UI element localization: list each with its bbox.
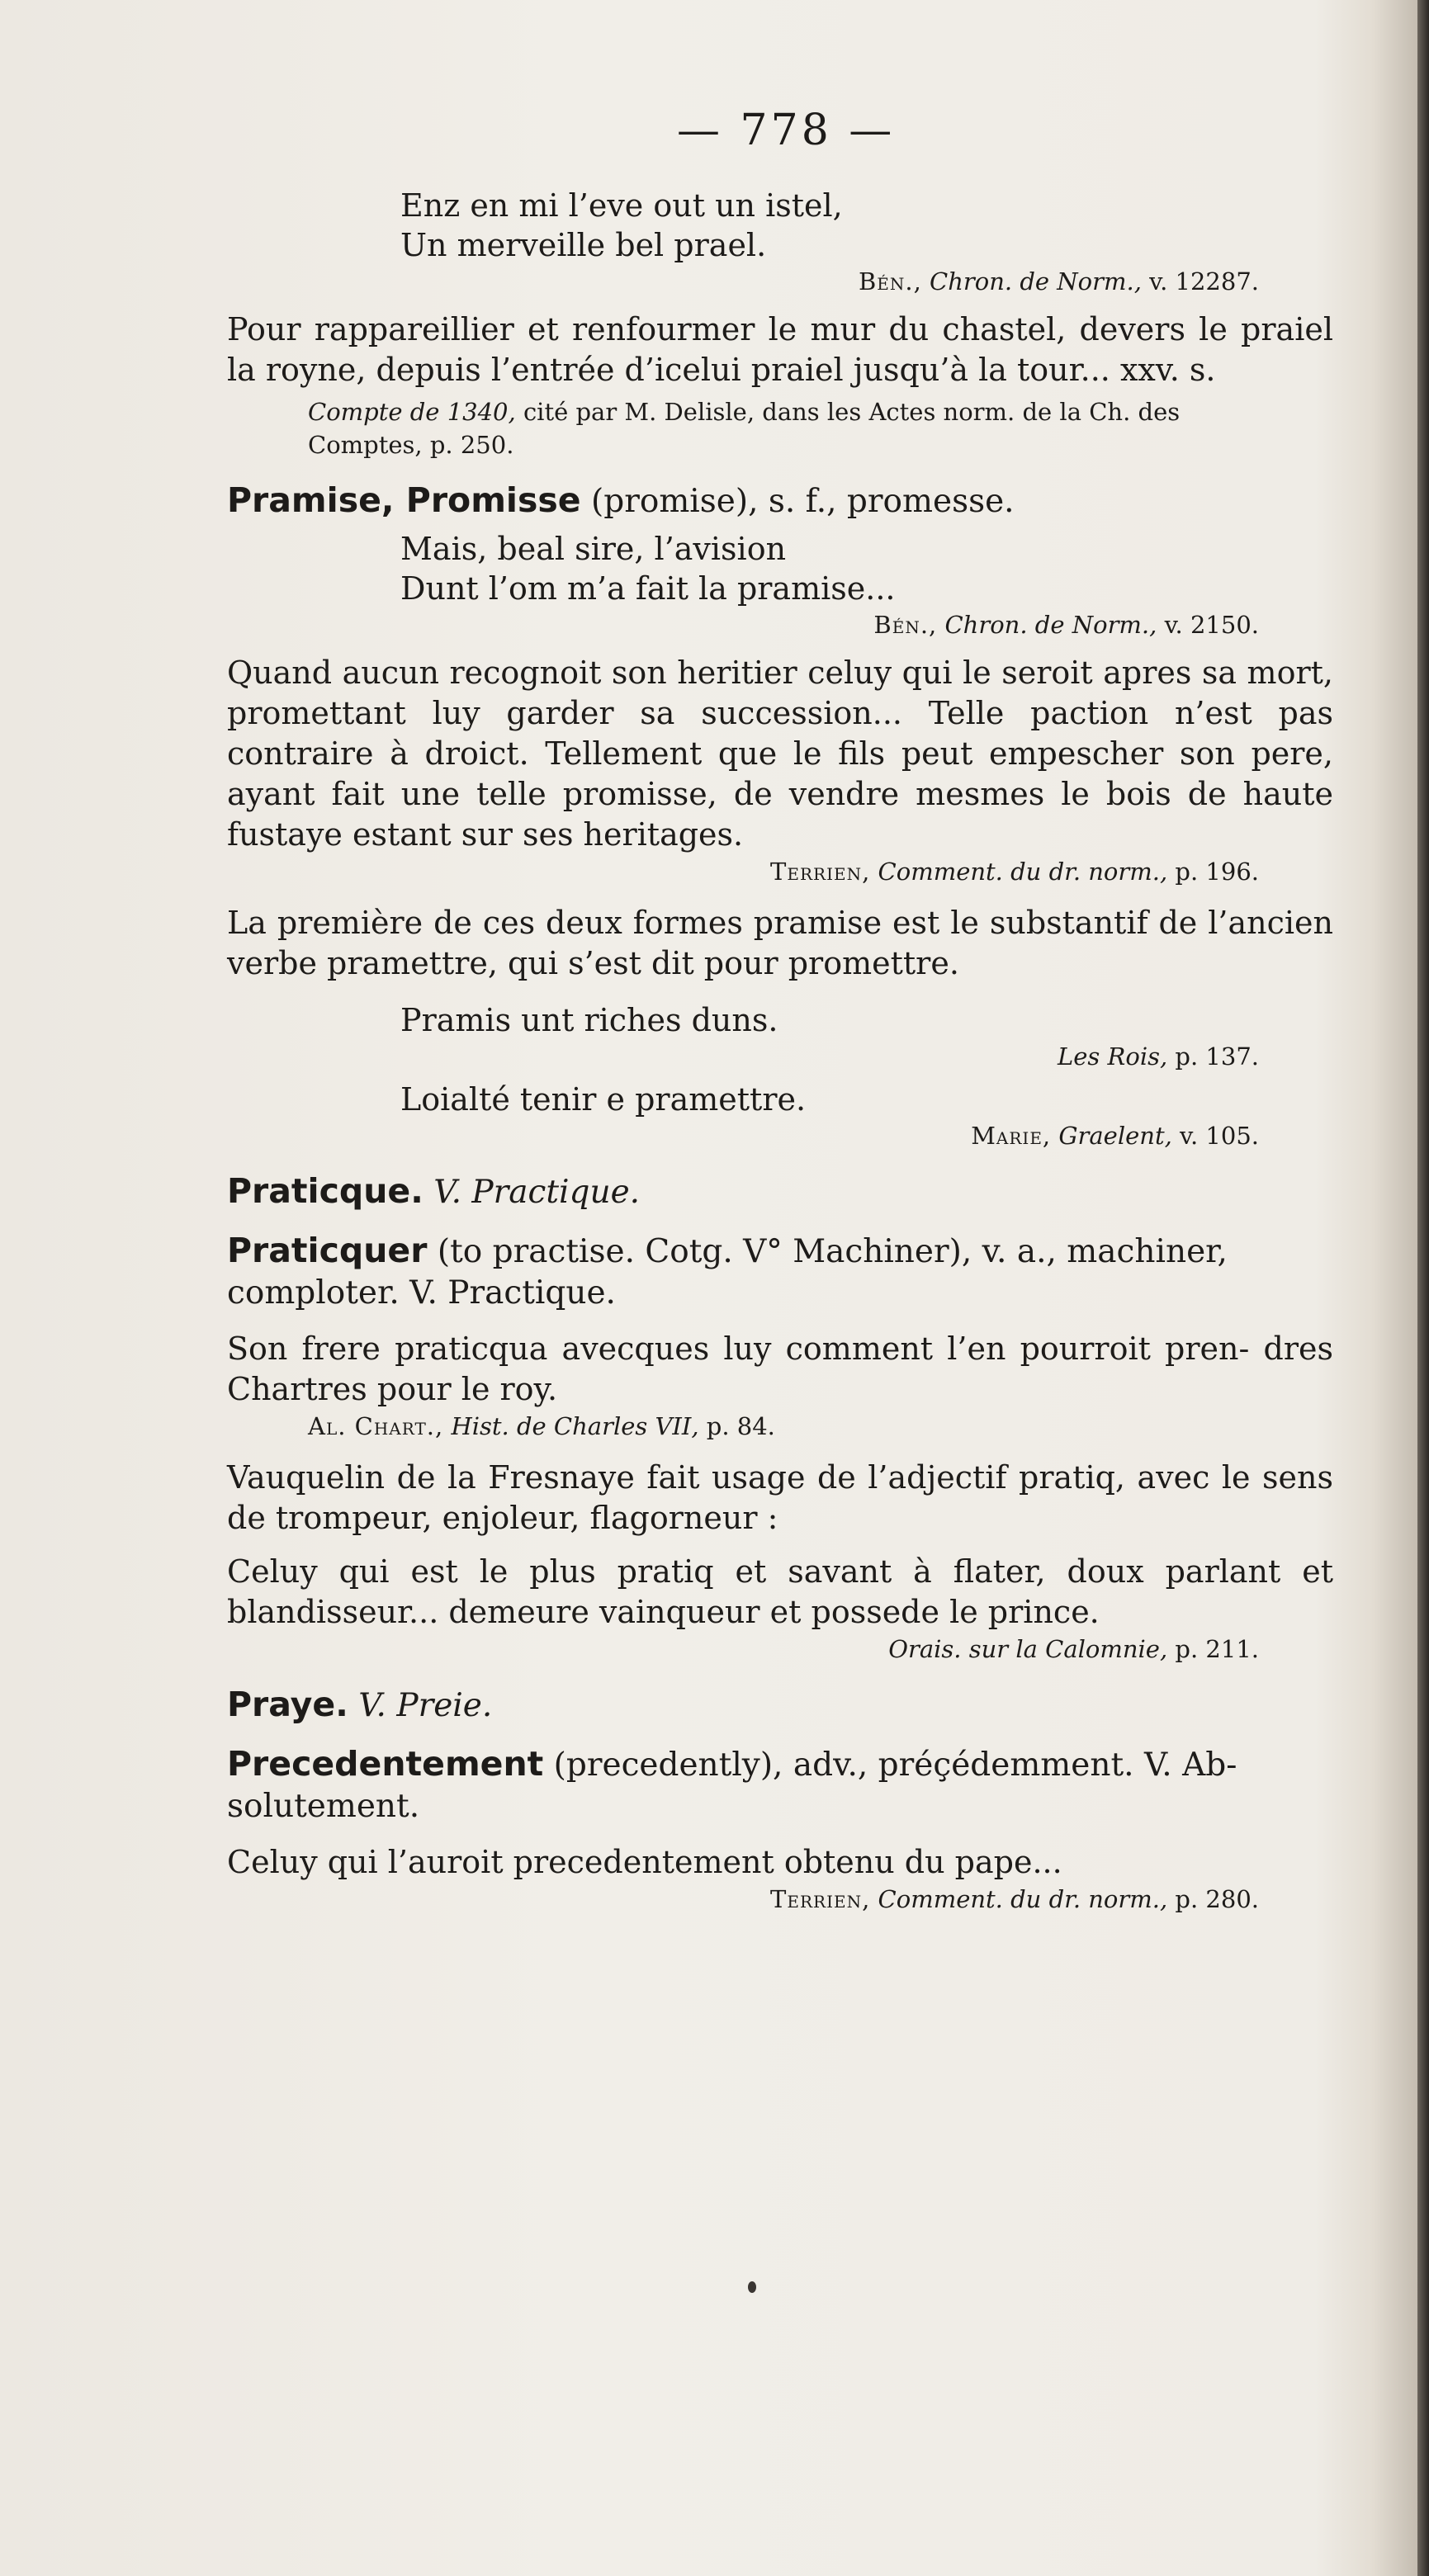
citation: Marie, Graelent, v. 105. [971,1122,1259,1150]
citation: Compte de 1340, cité par M. Delisle, dans les Actes norm. de la Ch. des Comptes, p. 250. [308,398,1181,459]
paragraph: Celuy qui l’auroit precedentement obtenu du pape... [227,1844,1062,1880]
paragraph: Quand aucun recognoit son heritier celuy qui le seroit apres sa mort, promettant luy garder sa succession... Telle paction n’est pas contraire à droict. Tellement que le fils peut empescher son pere, ayant fait une telle promisse, de vendre mesmes le bois de haute fustaye estant sur ses heritages. [227,655,1333,853]
ink-speck [748,2281,756,2293]
verse: Loialté tenir e pramettre. [400,1081,807,1118]
paragraph: La première de ces deux formes pramise est le substantif de l’ancien verbe pramettre, qui s’est dit pour promettre. [227,905,1333,981]
dictionary-entry: Precedentement (precedently), adv., préçédemment. V. Ab- solutement. [227,1744,1237,1825]
verse: Pramis unt riches duns. [400,1002,778,1038]
paragraph: Pour rappareillier et renfourmer le mur du chastel, devers le praiel la royne, depuis l’entrée d’icelui praiel jusqu’à la tour... xxv. s. [227,311,1333,388]
text-column [227,186,1333,1916]
citation: Al. Chart., Hist. de Charles VII, p. 84. [308,1412,775,1440]
citation: Terrien, Comment. du dr. norm., p. 196. [770,858,1259,886]
citation: Les Rois, p. 137. [1058,1042,1259,1071]
dictionary-entry: Pramise, Promisse (promise), s. f., promesse. [227,480,1015,520]
verse-line: Un merveille bel prael. [400,227,767,263]
citation: Bén., Chron. de Norm., v. 12287. [858,267,1259,295]
dictionary-entry: Praye. V. Preie. [227,1685,493,1724]
dictionary-entry: Praticque. V. Practique. [227,1171,641,1211]
verse-line: Dunt l’om m’a fait la pramise... [400,570,896,607]
dictionary-entry: Praticquer (to practise. Cotg. V° Machiner), v. a., machiner, comploter. V. Practique. [227,1231,1228,1312]
page-number: — 778 — [677,106,896,155]
paragraph: Vauquelin de la Fresnaye fait usage de l’adjectif pratiq, avec le sens de trompeur, enjoleur, flagorneur : [227,1459,1333,1536]
citation: Terrien, Comment. du dr. norm., p. 280. [770,1885,1259,1913]
citation: Orais. sur la Calomnie, p. 211. [888,1635,1259,1663]
verse [400,186,1333,265]
verse-line: Enz en mi l’eve out un istel, [400,187,843,224]
verse [400,529,1333,608]
citation: Bén., Chron. de Norm., v. 2150. [873,611,1259,639]
paragraph: Son frere praticqua avecques luy comment l’en pourroit pren- dres Chartres pour le roy. [227,1331,1333,1407]
page-edge-shadow [1417,0,1429,2576]
verse-line: Mais, beal sire, l’avision [400,531,787,567]
paragraph: Celuy qui est le plus pratiq et savant à flater, doux parlant et blandisseur... demeure vainqueur et possede le prince. [227,1553,1333,1630]
